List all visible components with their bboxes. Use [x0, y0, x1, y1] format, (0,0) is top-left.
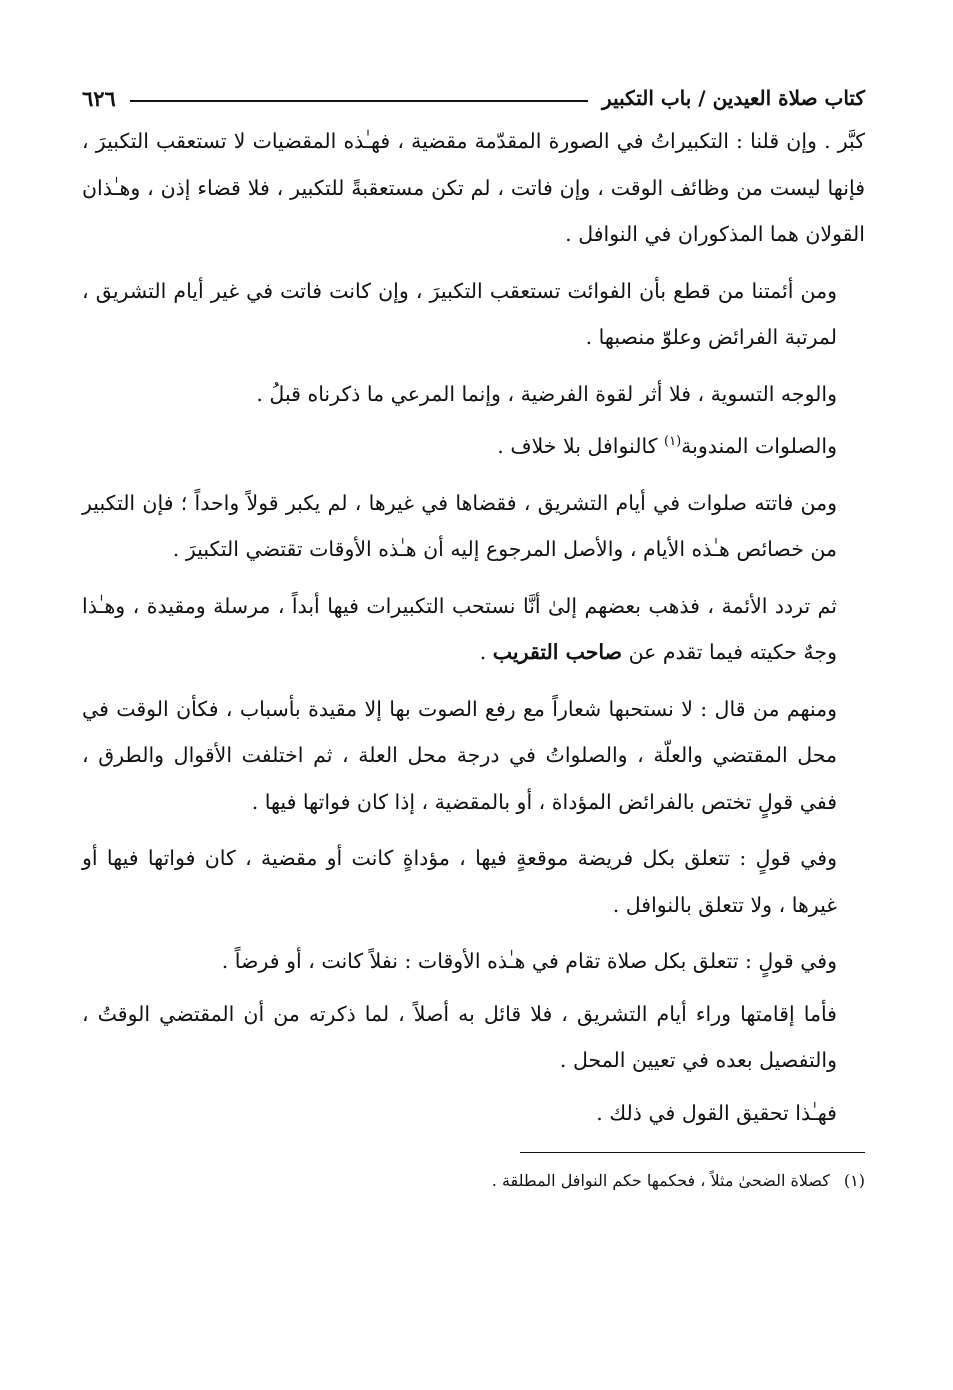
text-segment: ثم تردد الأئمة ، فذهب بعضهم إلىٰ أنَّا نستحب التكبيرات فيها أبداً ، مرسلة ومقيدة ، وهـٰذا وجهٌ حكيته فيما تقدم عن — [82, 593, 837, 664]
text-segment: . — [479, 640, 493, 664]
paragraph: ومنهم من قال : لا نستحبها شعاراً مع رفع الصوت بها إلا مقيدة بأسباب ، فكأن الوقت في محل المقتضي والعلّة ، والصلواتُ في درجة محل العلة ، ثم اختلفت الأقوال والطرق ، ففي قولٍ تختص بالفرائض المؤداة ، أو بالمقضية ، إذا كان فواتها فيها . — [82, 696, 837, 814]
footnote-ref[interactable]: (١) — [664, 434, 682, 450]
paragraph: فهـٰذا تحقيق القول في ذلك . — [596, 1100, 837, 1125]
footnote-text: كصلاة الضحىٰ مثلاً ، فحكمها حكم النوافل المطلقة . — [491, 1171, 830, 1190]
page-number: ٦٢٦ — [82, 85, 116, 111]
book-page — [82, 78, 865, 1318]
paragraph-with-footnote-ref — [82, 423, 865, 470]
running-head — [82, 78, 865, 118]
paragraph: وفي قولٍ : تتعلق بكل فريضة موقعةٍ فيها ، مؤداةٍ كانت أو مقضية ، كان فواتها فيها أو غيرها ، ولا تتعلق بالنوافل . — [82, 846, 837, 917]
text-segment: والصلوات المندوبة — [681, 434, 837, 458]
paragraph: فأما إقامتها وراء أيام التشريق ، فلا قائل به أصلاً ، لما ذكرته من أن المقتضي الوقتُ ، والتفصيل بعده في تعيين المحل . — [82, 1001, 837, 1072]
paragraph: والوجه التسوية ، فلا أثر لقوة الفرضية ، وإنما المرعي ما ذكرناه قبلُ . — [256, 381, 837, 406]
footnote — [82, 1167, 865, 1195]
running-title: كتاب صلاة العيدين / باب التكبير — [602, 86, 865, 110]
paragraph: ومن أئمتنا من قطع بأن الفوائت تستعقب التكبيرَ ، وإن كانت فاتت في غير أيام التشريق ، لمرتبة الفرائض وعلوّ منصبها . — [82, 278, 837, 349]
paragraph-with-bold — [82, 583, 865, 676]
body-text — [82, 118, 865, 1136]
paragraph: ومن فاتته صلوات في أيام التشريق ، فقضاها في غيرها ، لم يكبر قولاً واحداً ؛ فإن التكبير من خصائص هـٰذه الأيام ، والأصل المرجوع إليه أن هـٰذه الأوقات تقتضي التكبيرَ . — [82, 490, 837, 561]
paragraph: وفي قولٍ : تتعلق بكل صلاة تقام في هـٰذه الأوقات : نفلاً كانت ، أو فرضاً . — [221, 949, 837, 973]
paragraph: كبَّر . وإن قلنا : التكبيراتُ في الصورة المقدّمة مقضية ، فهـٰذه المقضيات لا تستعقب التكبيرَ ، فإنها ليست من وظائف الوقت ، وإن فاتت ، لم تكن مستعقبةً للتكبير ، فلا قضاء إذن ، وهـٰذان القولان هما المذكوران في النوافل . — [82, 129, 865, 246]
footnote-separator — [520, 1152, 865, 1153]
footnote-number: (١) — [843, 1171, 865, 1190]
text-segment: كالنوافل بلا خلاف . — [497, 434, 665, 458]
bold-term: صاحب التقريب — [492, 640, 623, 664]
header-rule — [130, 100, 588, 102]
